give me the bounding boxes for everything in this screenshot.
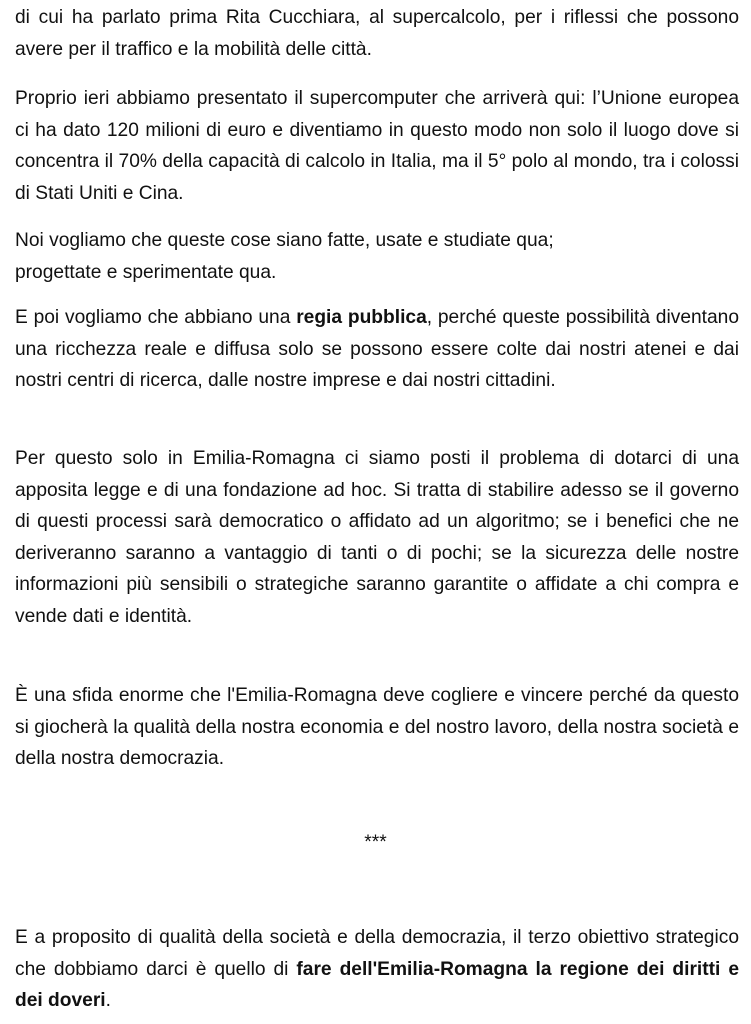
paragraph-terzo-obiettivo bbox=[15, 922, 739, 1017]
paragraph-text: di cui ha parlato prima Rita Cucchiara, al supercalcolo, per i riflessi che possono avere per il traffico e la mobilità delle città. bbox=[15, 7, 739, 60]
paragraph-legge-fondazione bbox=[15, 443, 739, 632]
paragraph-line: progettate e sperimentate qua. bbox=[15, 261, 277, 283]
paragraph-text: . bbox=[105, 990, 111, 1011]
paragraph-text: Proprio ieri abbiamo presentato il supercomputer che arriverà qui: l’Unione europea ci ha dato 120 milioni di euro e diventiamo in questo modo non solo il luogo dove si concentra il 70% della capacità di calcolo in Italia, ma il 5° polo al mondo, tra i colossi di Stati Uniti e Cina. bbox=[15, 88, 739, 204]
paragraph-text: E poi vogliamo che abbiano una bbox=[15, 307, 297, 328]
paragraph-regia-pubblica bbox=[15, 302, 739, 397]
paragraph-line: Noi vogliamo che queste cose siano fatte, usate e studiate qua; bbox=[15, 230, 554, 251]
paragraph-text: È una sfida enorme che l'Emilia-Romagna deve cogliere e vincere perché da questo si giocherà la qualità della nostra economia e del nostro lavoro, della nostra società e della nostra democrazia. bbox=[15, 685, 739, 769]
paragraph-supercalcolo bbox=[15, 2, 739, 65]
paragraph-supercomputer bbox=[15, 83, 739, 209]
section-separator: *** bbox=[364, 832, 387, 853]
bold-phrase: regia pubblica bbox=[296, 307, 427, 328]
paragraph-text: Per questo solo in Emilia-Romagna ci siamo posti il problema di dotarci di una apposita legge e di una fondazione ad hoc. Si tratta di stabilire adesso se il governo di questi processi sarà democratico o affidato ad un algoritmo; se i benefici che ne deriveranno saranno a vantaggio di tanti o di pochi; se la sicurezza delle nostre informazioni più sensibili o strategiche saranno garantite o affidate a chi compra e vende dati e identità. bbox=[15, 448, 739, 627]
paragraph-fatte-qua bbox=[15, 225, 739, 288]
bold-phrase: fare dell'Emilia-Romagna la regione dei diritti e dei doveri bbox=[15, 958, 739, 1011]
paragraph-sfida-enorme bbox=[15, 680, 739, 775]
paragraph-text: , perché queste possibilità diventano una ricchezza reale e diffusa solo se possono essere colte dai nostri atenei e dai nostri centri di ricerca, dalle nostre imprese e dai nostri cittadini. bbox=[15, 307, 740, 391]
paragraph-text: E a proposito di qualità della società e della democrazia, il terzo obiettivo strategico che dobbiamo darci è quello di bbox=[15, 927, 739, 980]
